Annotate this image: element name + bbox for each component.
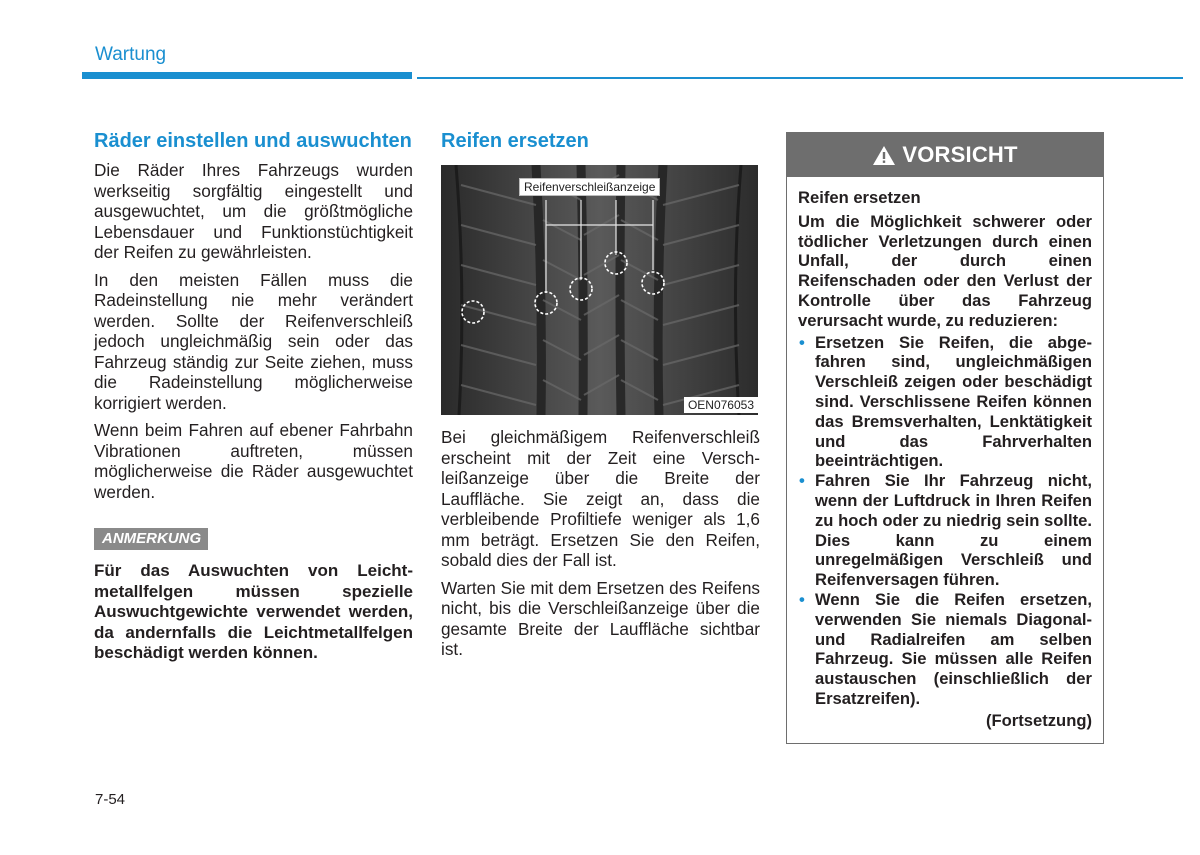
paragraph: In den meisten Fällen muss die Radeinstellung nie mehr verändert werden. Sollte der Reifenverschleiß jedoch ungleichmäßig sein oder das Fahrzeug ständig zur Seite ziehen, muss die Radeinstellung möglicherweise korrigiert werden.: [94, 269, 413, 413]
left-column: [94, 130, 413, 664]
caution-header: [787, 133, 1103, 177]
caution-header-label: VORSICHT: [902, 142, 1018, 167]
list-item: [798, 590, 1092, 709]
note-text: Für das Auswuchten von Leichtmetallfelgen müssen spezielle Auswuchtgewichte verwendet werden, da andernfalls die Leichtmetallfelgen beschädigt werden können.: [94, 561, 413, 662]
page-number: 7-54: [95, 791, 126, 808]
caution-body: [787, 177, 1103, 731]
caution-list: [798, 333, 1092, 709]
caution-title: Reifen ersetzen: [798, 188, 921, 207]
bullet: •: [799, 332, 805, 352]
bullet: •: [799, 471, 805, 491]
list-item-text: Fahren Sie Ihr Fahrzeug nicht, wenn der Luftdruck in Ihren Reifen zu hoch oder zu niedrig sein sollte. Dies kann zu einem unregelmäßigen Verschleiß und Reifenversagen führen.: [815, 471, 1092, 590]
warning-triangle-icon: [872, 145, 896, 166]
wheel-alignment-heading: Räder einstellen und auswuchten: [94, 130, 412, 152]
tire-tread-figure: [441, 165, 758, 415]
paragraph: Die Räder Ihres Fahrzeugs wurden werkseitig sorgfältig eingestellt und ausgewuchtet, um die größtmögliche Lebensdauer und Funktionstüchtigkeit der Reifen zu gewährleisten.: [94, 160, 413, 262]
list-item: [798, 471, 1092, 590]
paragraph: Bei gleichmäßigem Reifenverschleiß erscheint mit der Zeit eine Verschleißanzeige über die Breite der Lauffläche. Sie zeigt an, dass die verbleibende Profiltiefe weniger als 1,6 mm beträgt. Ersetzen Sie den Reifen, sobald dies der Fall ist.: [441, 427, 760, 570]
paragraph: Warten Sie mit dem Ersetzen des Reifens nicht, bis die Verschleißanzeige über die gesamte Breite der Lauffläche sichtbar ist.: [441, 577, 760, 659]
tire-replacement-heading: Reifen ersetzen: [441, 130, 589, 152]
figure-code: OEN076053: [684, 397, 758, 413]
middle-column: [441, 130, 760, 667]
continuation-note: (Fortsetzung): [986, 710, 1092, 730]
header-rule-thin: [417, 77, 1183, 79]
list-item-text: Ersetzen Sie Reifen, die abgefahren sind, ungleichmäßigen Verschleiß zeigen oder beschädigt sind. Verschlissene Reifen können das Bremsverhalten, Lenktätigkeit und das Fahrverhalten beeinträchtigen.: [815, 332, 1092, 471]
caution-intro: Um die Möglichkeit schwerer oder tödlicher Verletzungen durch einen Unfall, der durch einen Reifenschaden oder den Verlust der Kontrolle über das Fahrzeug verursacht wurde, zu reduzieren:: [798, 211, 1092, 330]
header-rule-thick: [82, 72, 412, 79]
section-title: Wartung: [95, 44, 167, 65]
wear-indicator-label: Reifenverschleißanzeige: [519, 178, 660, 196]
bullet: •: [799, 589, 805, 609]
list-item-text: Wenn Sie die Reifen ersetzen, verwenden Sie niemals Diagonal- und Radialreifen am selben Fahrzeug. Sie müssen alle Reifen austauschen (einschließlich der Ersatzreifen).: [815, 589, 1092, 708]
tire-tread-illustration: [441, 165, 758, 415]
caution-box: [786, 132, 1104, 744]
paragraph: Wenn beim Fahren auf ebener Fahrbahn Vibrationen auftreten, müssen möglicherweise die Räder ausgewuchtet werden.: [94, 420, 413, 502]
note-label: ANMERKUNG: [94, 528, 208, 550]
list-item: [798, 333, 1092, 472]
